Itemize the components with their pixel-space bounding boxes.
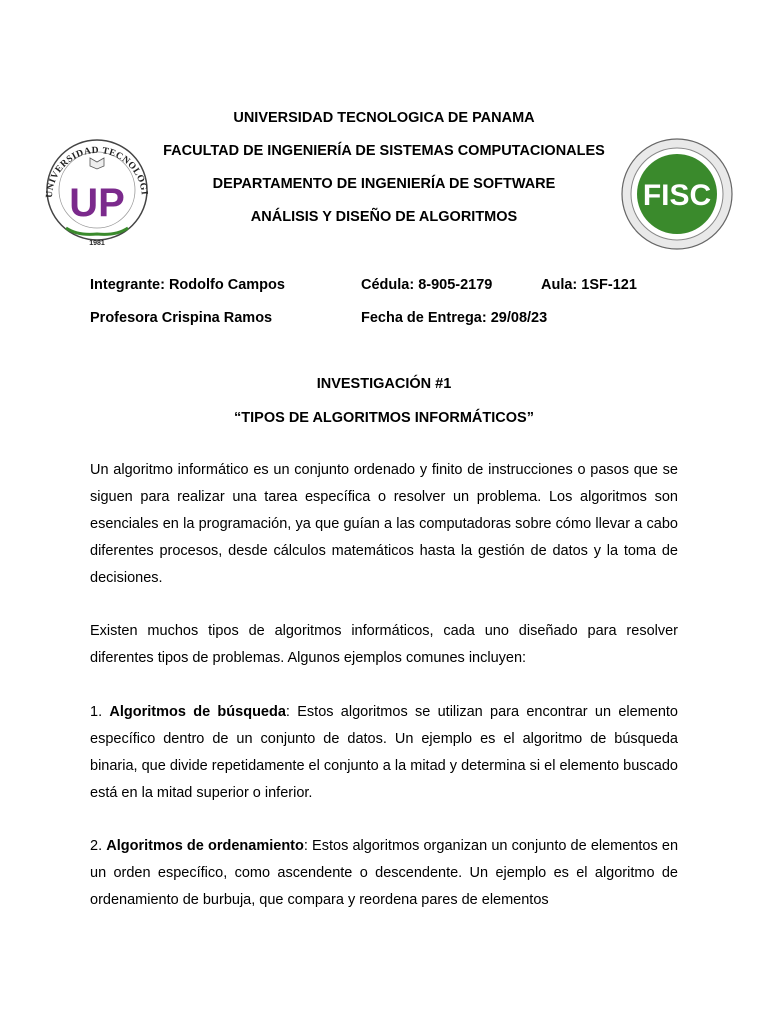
- university-name: UNIVERSIDAD TECNOLOGICA DE PANAMA: [233, 110, 535, 126]
- fisc-letters: FISC: [642, 179, 712, 212]
- list-number: 1.: [90, 704, 110, 720]
- utp-letters: UP: [69, 181, 125, 225]
- integrante: Integrante: Rodolfo Campos: [90, 277, 285, 293]
- list-item-ordenamiento: [90, 833, 678, 914]
- department-name: DEPARTAMENTO DE INGENIERÍA DE SOFTWARE: [212, 176, 556, 192]
- list-heading: Algoritmos de ordenamiento: [106, 838, 304, 854]
- faculty-name: FACULTAD DE INGENIERÍA DE SISTEMAS COMPUTACIONALES: [163, 143, 605, 159]
- paragraph-intro: Un algoritmo informático es un conjunto ordenado y finito de instrucciones o pasos que se siguen para realizar una tarea específica o resolver un problema. Los algoritmos son esenciales en la programación, ya que guían a las computadoras sobre cómo llevar a cabo diferentes procesos, desde cálculos matemáticos hasta la gestión de datos y la toma de decisiones.: [90, 462, 678, 586]
- list-heading: Algoritmos de búsqueda: [109, 704, 286, 720]
- document-title: INVESTIGACIÓN #1: [316, 376, 452, 392]
- fecha-entrega: Fecha de Entrega: 29/08/23: [361, 310, 548, 326]
- cedula: Cédula: 8-905-2179: [361, 277, 493, 293]
- profesora: Profesora Crispina Ramos: [90, 310, 273, 326]
- aula: Aula: 1SF-121: [541, 277, 637, 293]
- paragraph-types: Existen muchos tipos de algoritmos informáticos, cada uno diseñado para resolver diferentes tipos de problemas. Algunos ejemplos comunes incluyen:: [90, 623, 678, 666]
- utp-year: 1981: [89, 240, 105, 247]
- list-number: 2.: [90, 838, 107, 854]
- list-text: : Estos algoritmos se utilizan para encontrar un elemento específico dentro de un conjunto de datos. Un ejemplo es el algoritmo de búsqueda binaria, que divide repetidamente el conjunto a la mitad y determina si el elemento buscado está en la mitad superior o inferior.: [90, 704, 678, 801]
- course-name: ANÁLISIS Y DISEÑO DE ALGORITMOS: [250, 209, 518, 225]
- document-subtitle: “TIPOS DE ALGORITMOS INFORMÁTICOS”: [234, 410, 534, 426]
- list-item-busqueda: [90, 699, 678, 807]
- list-text: : Estos algoritmos organizan un conjunto de elementos en un orden específico, como ascendente o descendente. Un ejemplo es el algoritmo de ordenamiento de burbuja, que compara y reordena pares de elementos: [90, 838, 679, 908]
- utp-arc-text: UNIVERSIDAD TECNOLOGI: [44, 145, 149, 199]
